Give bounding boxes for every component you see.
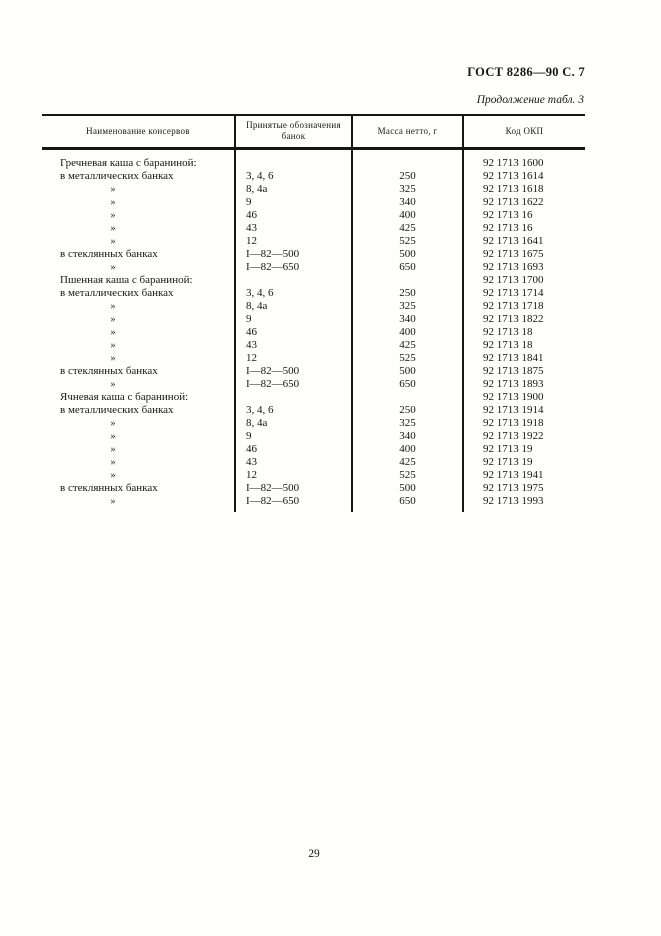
cell-net-mass: 425 [352,222,463,235]
cell-okp-code: 92 1713 1700 [463,274,585,287]
cell-net-mass: 650 [352,495,463,512]
table-row [42,313,585,326]
cell-net-mass [352,274,463,287]
cell-ditto-mark: » [110,183,116,195]
cell-net-mass: 500 [352,482,463,495]
cell-jar-designation: 46 [235,209,352,222]
cell-net-mass: 425 [352,339,463,352]
cell-jar-designation: 43 [235,222,352,235]
cell-jar-designation: 9 [235,313,352,326]
cell-jar-designation: 43 [235,339,352,352]
cell-jar-designation: I—82—500 [235,482,352,495]
cell-ditto-mark: » [110,196,116,208]
cell-jar-designation [235,148,352,170]
table-row [42,261,585,274]
cell-net-mass: 500 [352,248,463,261]
cell-ditto-mark: » [110,456,116,468]
cell-jar-designation: 8, 4а [235,183,352,196]
cell-net-mass: 500 [352,365,463,378]
cell-jar-designation: I—82—650 [235,495,352,512]
cell-okp-code: 92 1713 1600 [463,148,585,170]
col-header-conserve-name: Наименование консервов [42,115,235,148]
table-row [42,235,585,248]
table-row [42,391,585,404]
table-row [42,248,585,261]
table-row [42,274,585,287]
cell-okp-code: 92 1713 1622 [463,196,585,209]
cell-ditto-mark: » [110,378,116,390]
cell-okp-code: 92 1713 1614 [463,170,585,183]
cell-ditto-mark: » [110,430,116,442]
cell-net-mass: 400 [352,326,463,339]
cell-jar-designation: 12 [235,235,352,248]
cell-jar-designation: 43 [235,456,352,469]
cell-okp-code: 92 1713 19 [463,443,585,456]
cell-okp-code: 92 1713 1675 [463,248,585,261]
cell-ditto-mark: » [110,352,116,364]
cell-ditto-mark: » [110,326,116,338]
cell-net-mass: 325 [352,417,463,430]
cell-ditto-mark: » [110,235,116,247]
table-row [42,209,585,222]
cell-net-mass: 250 [352,287,463,300]
table-row [42,404,585,417]
cell-net-mass: 525 [352,352,463,365]
cell-okp-code: 92 1713 1922 [463,430,585,443]
cell-ditto-mark: » [110,222,116,234]
cell-ditto-mark: » [110,261,116,273]
cell-ditto-mark: » [110,209,116,221]
table-row [42,430,585,443]
cell-jar-designation: I—82—650 [235,378,352,391]
cell-conserve-name: в металлических банках [60,403,174,416]
cell-conserve-name: Пшенная каша с бараниной: [60,273,193,286]
doc-reference: ГОСТ 8286—90 С. 7 [467,65,585,79]
col-header-okp-code: Код ОКП [463,115,585,148]
cell-net-mass: 400 [352,209,463,222]
cell-okp-code: 92 1713 1718 [463,300,585,313]
cell-jar-designation [235,274,352,287]
cell-conserve-name: Ячневая каша с бараниной: [60,390,189,403]
table-row [42,456,585,469]
table-row [42,339,585,352]
cell-net-mass: 250 [352,404,463,417]
cell-okp-code: 92 1713 1900 [463,391,585,404]
cell-ditto-mark: » [110,443,116,455]
cell-okp-code: 92 1713 1822 [463,313,585,326]
table-row [42,287,585,300]
cell-jar-designation: 8, 4а [235,417,352,430]
conserves-table [42,114,585,512]
table-row [42,300,585,313]
cell-jar-designation: 46 [235,326,352,339]
cell-net-mass [352,391,463,404]
cell-conserve-name: в металлических банках [60,169,174,182]
cell-jar-designation: 12 [235,469,352,482]
table-row [42,148,585,170]
cell-jar-designation: 3, 4, 6 [235,170,352,183]
cell-net-mass: 650 [352,378,463,391]
cell-net-mass: 325 [352,183,463,196]
cell-jar-designation: I—82—500 [235,365,352,378]
cell-ditto-mark: » [110,300,116,312]
cell-okp-code: 92 1713 18 [463,339,585,352]
cell-net-mass: 325 [352,300,463,313]
table-header [42,115,585,148]
table-row [42,222,585,235]
cell-jar-designation: I—82—500 [235,248,352,261]
cell-jar-designation: 8, 4а [235,300,352,313]
cell-okp-code: 92 1713 1914 [463,404,585,417]
page-number: 29 [308,848,320,860]
cell-jar-designation: 9 [235,196,352,209]
cell-net-mass [352,148,463,170]
table-row [42,495,585,512]
cell-ditto-mark: » [110,339,116,351]
cell-ditto-mark: » [110,313,116,325]
table-row [42,170,585,183]
cell-net-mass: 340 [352,196,463,209]
cell-ditto-mark: » [110,495,116,507]
table-row [42,326,585,339]
cell-net-mass: 650 [352,261,463,274]
cell-ditto-mark: » [110,417,116,429]
cell-okp-code: 92 1713 19 [463,456,585,469]
cell-okp-code: 92 1713 1941 [463,469,585,482]
cell-net-mass: 340 [352,430,463,443]
cell-jar-designation: I—82—650 [235,261,352,274]
table-row [42,183,585,196]
cell-okp-code: 92 1713 1693 [463,261,585,274]
cell-conserve-name: в стеклянных банках [60,481,158,494]
cell-net-mass: 525 [352,235,463,248]
cell-okp-code: 92 1713 1918 [463,417,585,430]
cell-net-mass: 525 [352,469,463,482]
cell-jar-designation [235,391,352,404]
table-row [42,365,585,378]
table-row [42,378,585,391]
table-continuation-note: Продолжение табл. 3 [476,94,584,106]
cell-jar-designation: 3, 4, 6 [235,287,352,300]
table-row [42,196,585,209]
cell-conserve-name: в металлических банках [60,286,174,299]
cell-okp-code: 92 1713 18 [463,326,585,339]
cell-okp-code: 92 1713 1975 [463,482,585,495]
cell-net-mass: 250 [352,170,463,183]
col-header-net-mass: Масса нетто, г [352,115,463,148]
cell-conserve-name: в стеклянных банках [60,247,158,260]
cell-jar-designation: 46 [235,443,352,456]
cell-okp-code: 92 1713 1641 [463,235,585,248]
cell-ditto-mark: » [110,469,116,481]
cell-jar-designation: 9 [235,430,352,443]
table-row [42,443,585,456]
cell-okp-code: 92 1713 1993 [463,495,585,512]
cell-okp-code: 92 1713 1618 [463,183,585,196]
cell-conserve-name: в стеклянных банках [60,364,158,377]
cell-okp-code: 92 1713 1714 [463,287,585,300]
cell-net-mass: 425 [352,456,463,469]
table-row [42,417,585,430]
table-row [42,352,585,365]
cell-okp-code: 92 1713 1875 [463,365,585,378]
cell-net-mass: 340 [352,313,463,326]
cell-okp-code: 92 1713 1841 [463,352,585,365]
table-row [42,469,585,482]
cell-jar-designation: 3, 4, 6 [235,404,352,417]
table-row [42,482,585,495]
cell-conserve-name: Гречневая каша с бараниной: [60,156,197,169]
col-header-jar-designation: Принятые обозначения банок [235,115,352,148]
cell-okp-code: 92 1713 16 [463,222,585,235]
cell-okp-code: 92 1713 1893 [463,378,585,391]
table-body [42,148,585,512]
table-header-row [42,115,585,148]
cell-jar-designation: 12 [235,352,352,365]
cell-net-mass: 400 [352,443,463,456]
cell-okp-code: 92 1713 16 [463,209,585,222]
